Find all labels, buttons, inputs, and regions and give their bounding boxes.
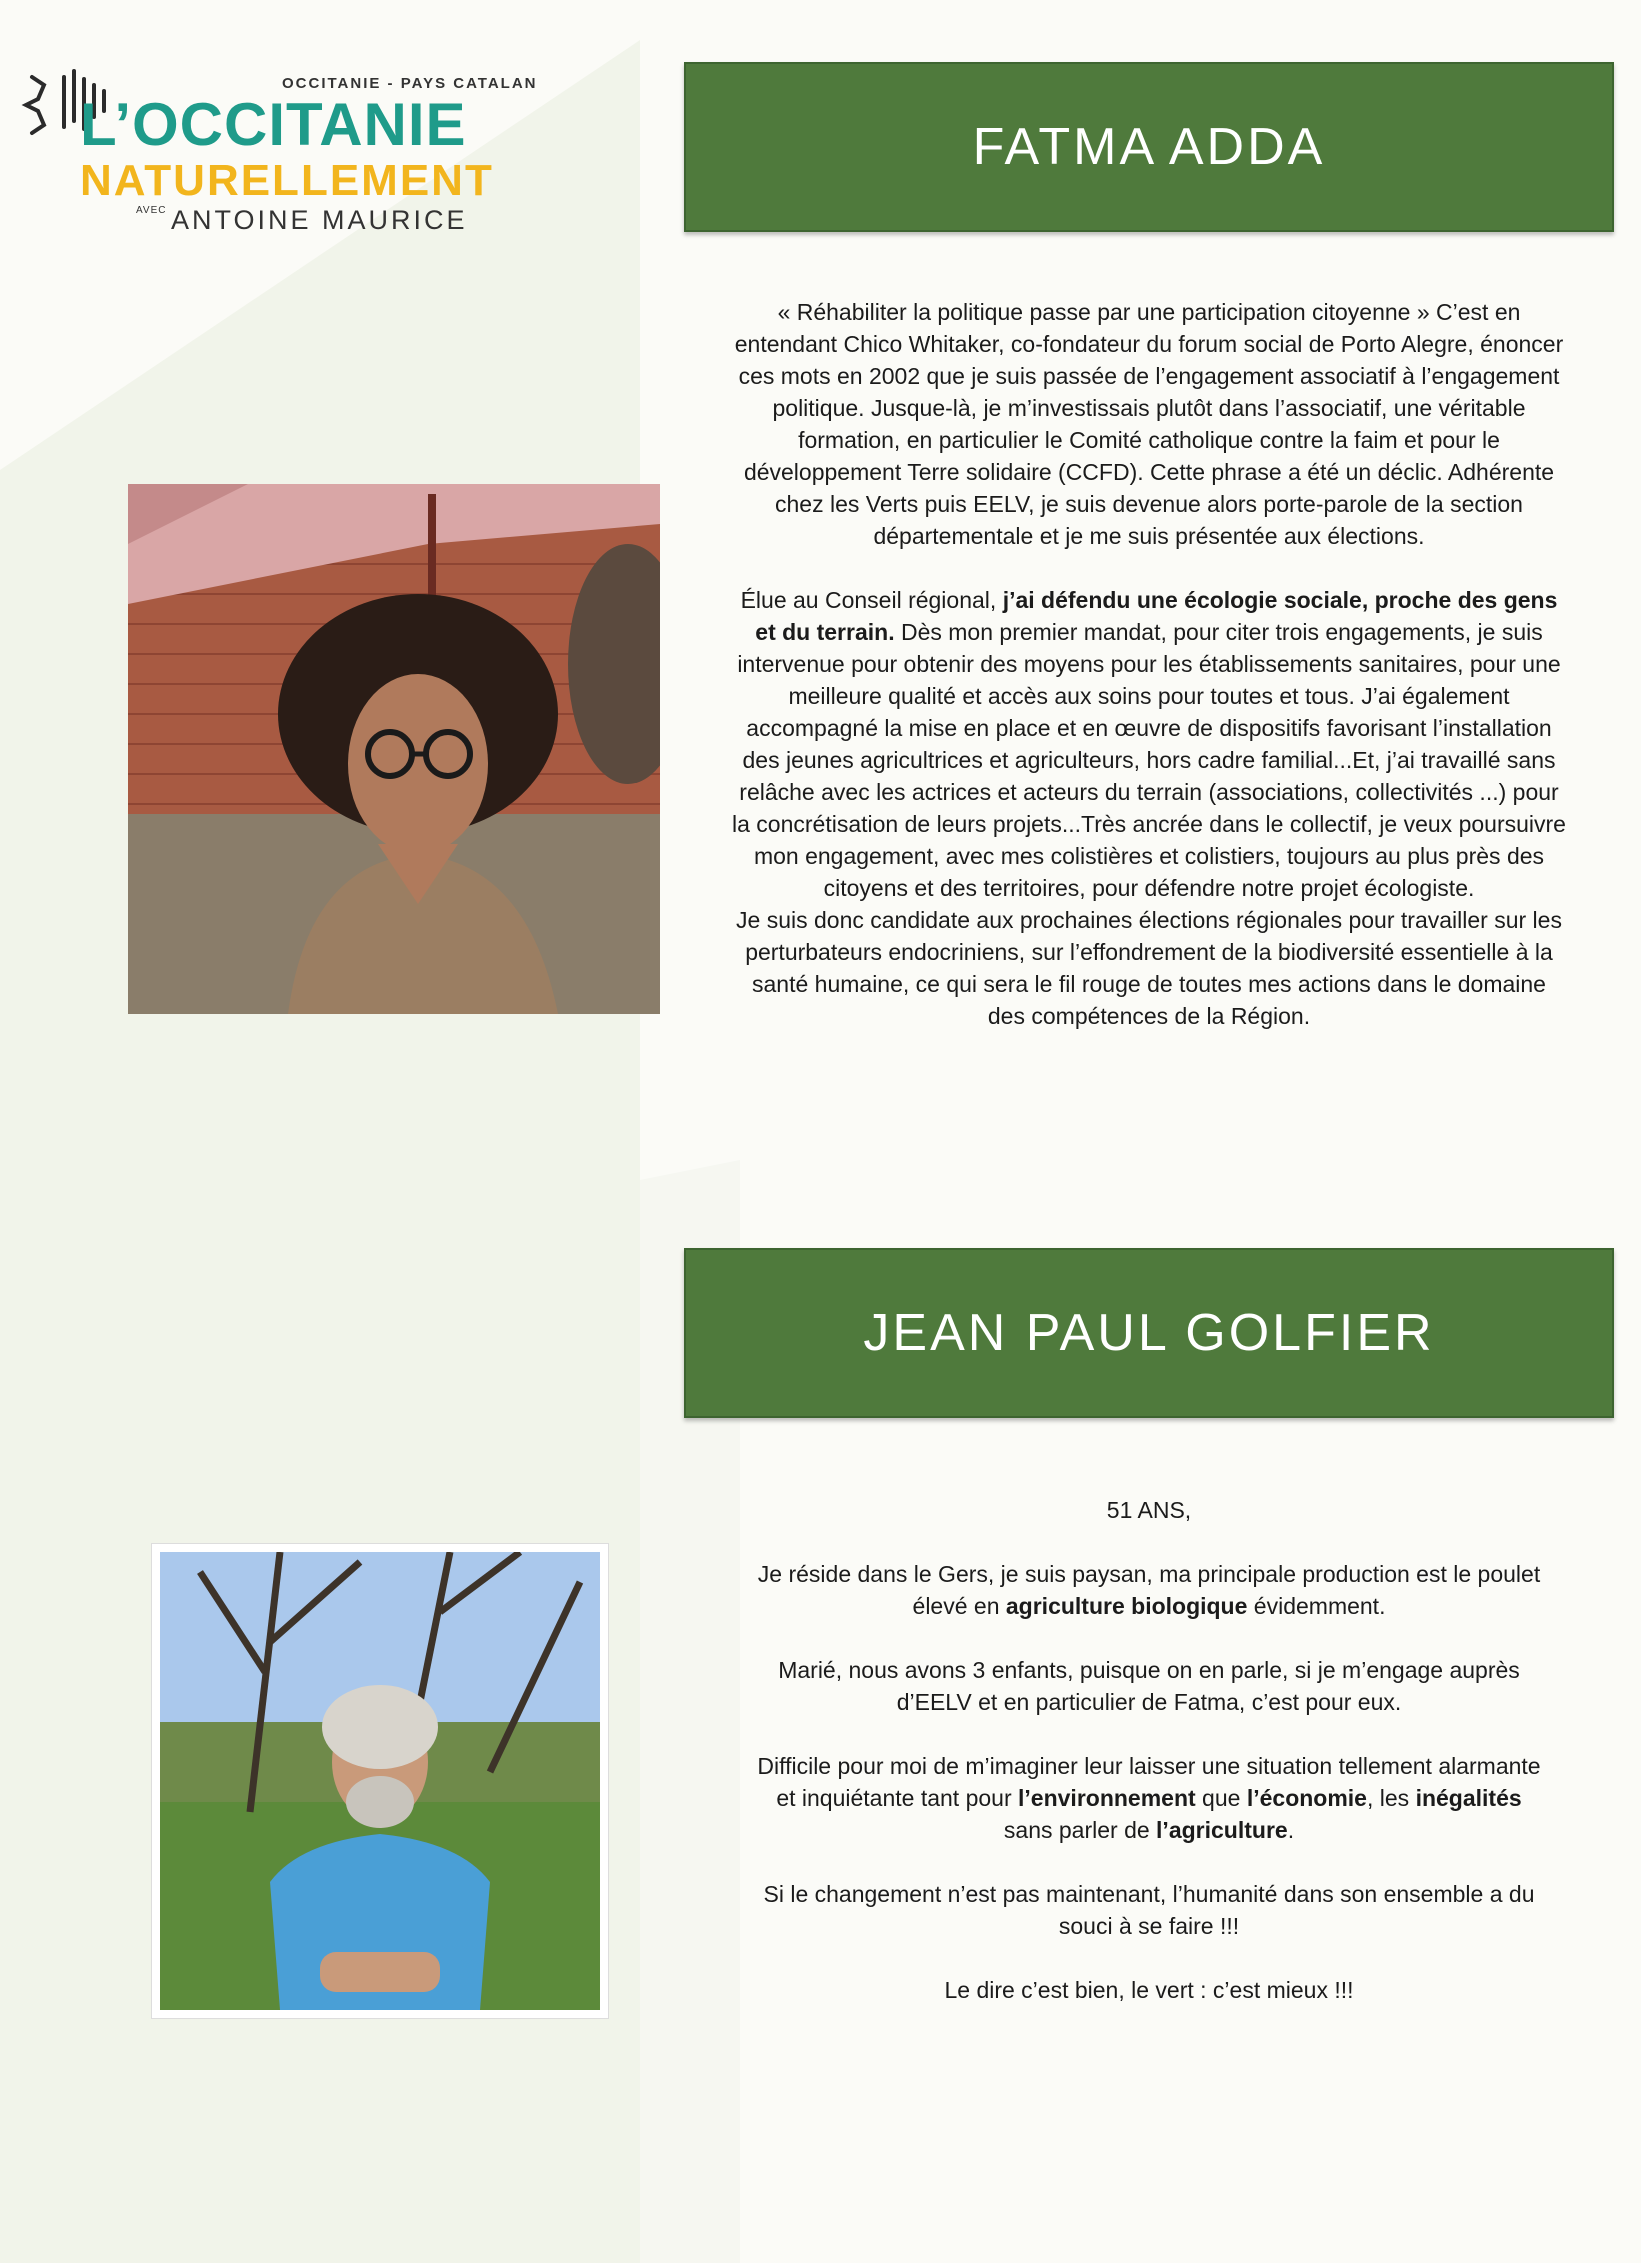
logo-leader-name: ANTOINE MAURICE	[170, 205, 468, 235]
bio-1-emphasis: j’ai défendu une écologie sociale, proche des gens et du terrain.	[755, 587, 1558, 645]
candidate-banner-2	[684, 1248, 1614, 1474]
logo-line-occitanie: L’OCCITANIE	[80, 91, 467, 158]
banner-body-2	[684, 1248, 1614, 1418]
candidate-banner-1	[684, 62, 1614, 288]
bio-2-paragraph-1: Je réside dans le Gers, je suis paysan, ma principale production est le poulet élevé en agriculture biologique évidemment.	[757, 1561, 1541, 1619]
bio-2-paragraph-3: Difficile pour moi de m’imaginer leur laisser une situation tellement alarmante et inquiétante tant pour l’environnement que l’économie, les inégalités sans parler de l’agriculture.	[757, 1753, 1541, 1843]
bio-2-paragraph-5: Le dire c’est bien, le vert : c’est mieux !!!	[944, 1977, 1354, 2003]
banner-body-1	[684, 62, 1614, 232]
bio-1-paragraph-2: Élue au Conseil régional, j’ai défendu une écologie sociale, proche des gens et du terrain. Dès mon premier mandat, pour citer trois engagements, je suis intervenue pour obtenir des moyens pour les établissements sanitaires, pour une meilleure qualité et accès aux soins pour toutes et tous. J’ai également accompagné la mise en place et en œuvre de dispositifs favorisant l’installation des jeunes agricultrices et agriculteurs, hors cadre familial...Et, j’ai travaillé sans relâche avec les actrices et acteurs du terrain (associations, collectivités ...) pour la concrétisation de leurs projets...Très ancrée dans le collectif, je veux poursuivre mon engagement, avec mes colistières et colistiers, toujours au plus près des citoyens et des territoires, pour défendre notre projet écologiste.	[732, 587, 1566, 901]
bio-2-paragraph-4: Si le changement n’est pas maintenant, l’humanité dans son ensemble a du souci à se faire !!!	[763, 1881, 1535, 1939]
bio-1-paragraph-3: Je suis donc candidate aux prochaines élections régionales pour travailler sur les perturbateurs endocriniens, sur l’effondrement de la biodiversité essentielle à la santé humaine, ce qui sera le fil rouge de toutes mes actions dans le domaine des compétences de la Région.	[736, 907, 1562, 1029]
bio-2-paragraph-2: Marié, nous avons 3 enfants, puisque on en parle, si je m’engage auprès d’EELV et en particulier de Fatma, c’est pour eux.	[778, 1657, 1520, 1715]
candidate-name-2: JEAN PAUL GOLFIER	[863, 1304, 1435, 1362]
logo-avec: AVEC	[136, 205, 167, 216]
campaign-logo	[20, 55, 538, 245]
logo-line-naturellement: NATURELLEMENT	[80, 156, 494, 205]
bio-1-paragraph-1: « Réhabiliter la politique passe par une participation citoyenne » C’est en entendant Chico Whitaker, co-fondateur du forum social de Porto Alegre, énoncer ces mots en 2002 que je suis passée de l’engagement associatif à l’engagement politique. Jusque-là, je m’investissais plutôt dans l’associatif, une véritable formation, en particulier le Comité catholique contre la faim et pour le développement Terre solidaire (CCFD). Cette phrase a été un déclic. Adhérente chez les Verts puis EELV, je suis devenue alors porte-parole de la section départementale et je me suis présentée aux élections.	[734, 299, 1564, 549]
candidate-name-1: FATMA ADDA	[972, 118, 1326, 176]
candidate-photo-2	[152, 1544, 608, 2018]
candidate-photo-1	[128, 484, 660, 1014]
candidate-bio-2	[756, 1494, 1542, 2006]
logo-leader-line	[136, 205, 467, 236]
logo-region-label: OCCITANIE - PAYS CATALAN	[282, 75, 538, 92]
bio-2-age: 51 ANS,	[1106, 1497, 1192, 1523]
candidate-bio-1	[732, 296, 1566, 1032]
